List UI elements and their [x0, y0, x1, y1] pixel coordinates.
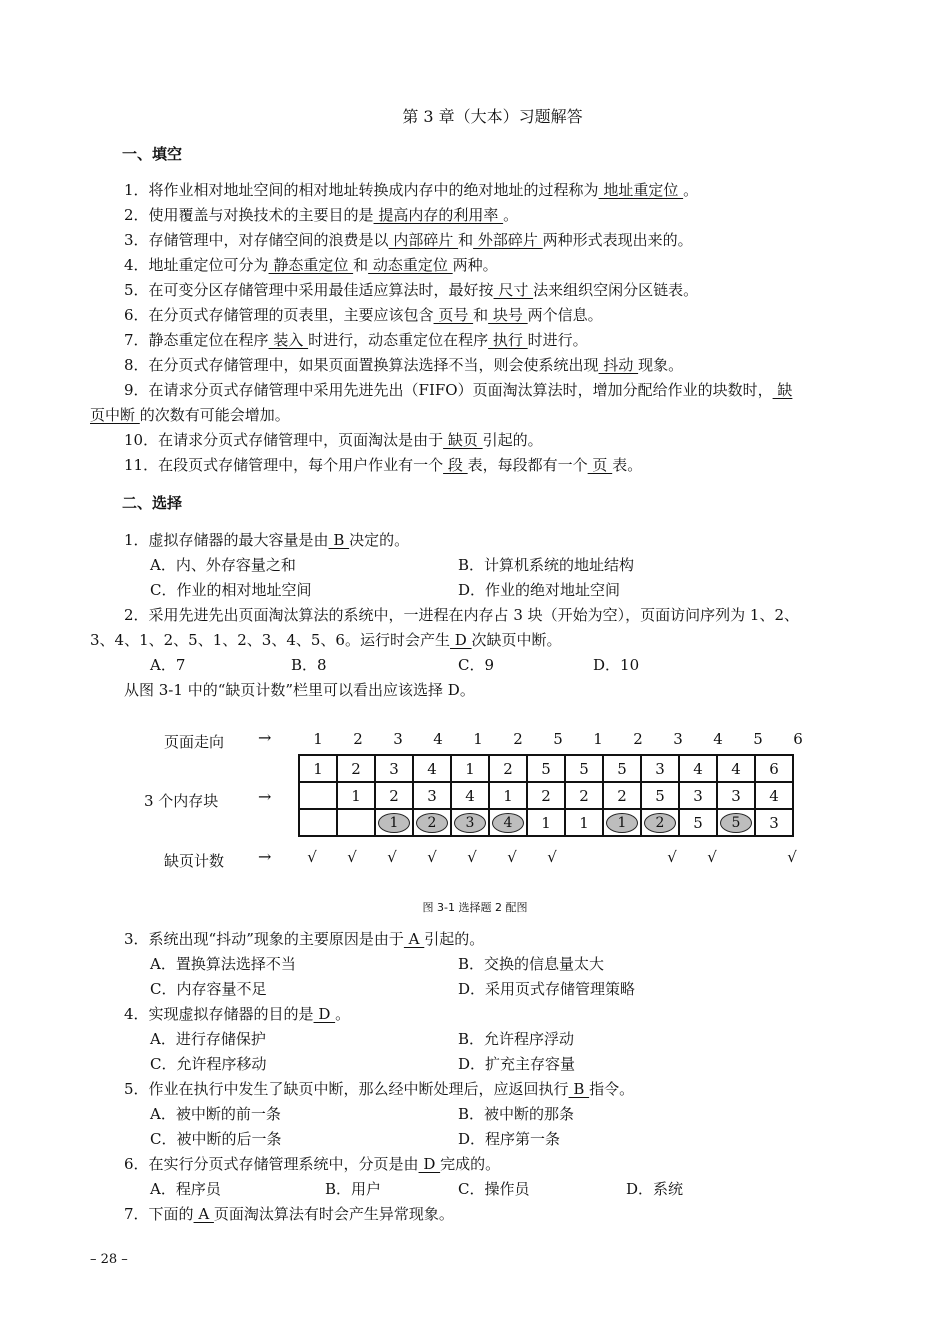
frame-cell [375, 809, 413, 836]
frame-cell: 1 [489, 782, 527, 809]
frame-cell [451, 809, 489, 836]
fill-item-1: 1．将作业相对地址空间的相对地址转换成内存中的绝对地址的过程称为 地址重定位 。 [124, 181, 699, 199]
frame-cell: 3 [413, 782, 451, 809]
figure-caption: 图 3-1 选择题 2 配图 [422, 901, 528, 914]
replaced-page-oval: 1 [378, 813, 410, 833]
choice-q6: 6．在实行分页式存储管理系统中，分页是由 D 完成的。 [124, 1155, 501, 1173]
frame-cell [603, 809, 641, 836]
page-fault-check: √ [787, 848, 797, 866]
frame-cell: 5 [679, 809, 717, 836]
fill-item-11: 11．在段页式存储管理中，每个用户作业有一个 段 表，每段都有一个 页 表。 [124, 456, 643, 474]
page-sequence-value: 4 [433, 730, 443, 748]
row-label-sequence: 页面走向 [164, 733, 225, 751]
page-number: – 28 – [90, 1252, 128, 1267]
q5-option-d: D．程序第一条 [458, 1130, 561, 1148]
frame-cell: 2 [375, 782, 413, 809]
page-sequence-value: 1 [313, 730, 323, 748]
page-sequence-value: 2 [513, 730, 523, 748]
frame-cell [337, 809, 375, 836]
replaced-page-oval: 2 [416, 813, 448, 833]
choice-q2: 2．采用先进先出页面淘汰算法的系统中，一进程在内存占 3 块（开始为空），页面访问序列为 1、2、 [124, 606, 799, 624]
q2-option-c: C．9 [458, 656, 495, 674]
page-sequence-value: 3 [393, 730, 403, 748]
page-fault-check: √ [667, 848, 677, 866]
frame-cell: 3 [717, 782, 755, 809]
q4-option-a: A．进行存储保护 [150, 1030, 266, 1048]
q3-option-d: D．采用页式存储管理策略 [458, 980, 636, 998]
replaced-page-oval: 4 [492, 813, 524, 833]
replaced-page-oval: 1 [606, 813, 638, 833]
arrow-icon: → [258, 728, 272, 747]
page-sequence-value: 4 [713, 730, 723, 748]
frame-cell: 5 [527, 755, 565, 782]
choice-q4: 4．实现虚拟存储器的目的是 D 。 [124, 1005, 351, 1023]
frame-row [299, 755, 793, 782]
frame-cell: 3 [755, 809, 793, 836]
replaced-page-oval: 2 [644, 813, 676, 833]
fill-item-3: 3．存储管理中，对存储空间的浪费是以 内部碎片 和 外部碎片 两种形式表现出来的。 [124, 231, 693, 249]
page-fault-check: √ [547, 848, 557, 866]
fill-item-5: 5．在可变分区存储管理中采用最佳适应算法时，最好按 尺寸 法来组织空闲分区链表。 [124, 281, 699, 299]
fill-item-8: 8．在分页式存储管理中，如果页面置换算法选择不当，则会使系统出现 抖动 现象。 [124, 356, 684, 374]
q6-option-d: D．系统 [626, 1180, 684, 1198]
frame-cell [413, 809, 451, 836]
frame-cell [299, 809, 337, 836]
q3-option-a: A．置换算法选择不当 [150, 955, 296, 973]
frame-cell: 1 [451, 755, 489, 782]
frame-row [299, 809, 793, 836]
q1-option-c: C．作业的相对地址空间 [150, 581, 312, 599]
frame-cell: 1 [299, 755, 337, 782]
q6-option-b: B．用户 [325, 1180, 382, 1198]
q3-option-c: C．内存容量不足 [150, 980, 267, 998]
q4-option-b: B．允许程序浮动 [458, 1030, 575, 1048]
page-sequence-value: 2 [353, 730, 363, 748]
q1-option-a: A．内、外存容量之和 [150, 556, 296, 574]
frame-cell: 4 [755, 782, 793, 809]
q6-option-a: A．程序员 [150, 1180, 221, 1198]
q3-option-b: B．交换的信息量太大 [458, 955, 605, 973]
q2-note: 从图 3-1 中的“缺页计数”栏里可以看出应该选择 D。 [124, 681, 475, 699]
frame-cell: 6 [755, 755, 793, 782]
page-fault-check: √ [347, 848, 357, 866]
frame-cell: 2 [337, 755, 375, 782]
fill-item-10: 10．在请求分页式存储管理中，页面淘汰是由于 缺页 引起的。 [124, 431, 543, 449]
frame-cell: 3 [679, 782, 717, 809]
page-sequence-value: 1 [593, 730, 603, 748]
frame-cell [717, 809, 755, 836]
fill-item-4: 4．地址重定位可分为 静态重定位 和 动态重定位 两种。 [124, 256, 498, 274]
fill-item-9-cont: 页中断 的次数有可能会增加。 [90, 406, 290, 424]
page-sequence-value: 3 [673, 730, 683, 748]
frame-cell: 5 [641, 782, 679, 809]
page-sequence-value: 5 [753, 730, 763, 748]
choice-q2-cont: 3、4、1、2、5、1、2、3、4、5、6。运行时会产生 D 次缺页中断。 [90, 631, 562, 649]
frame-cell: 5 [565, 755, 603, 782]
q5-option-a: A．被中断的前一条 [150, 1105, 281, 1123]
frame-cell: 1 [565, 809, 603, 836]
frame-cell: 5 [603, 755, 641, 782]
q1-option-d: D．作业的绝对地址空间 [458, 581, 621, 599]
page-fault-check: √ [707, 848, 717, 866]
replaced-page-oval: 3 [454, 813, 486, 833]
choice-q7: 7．下面的 A 页面淘汰算法有时会产生异常现象。 [124, 1205, 454, 1223]
frame-cell: 2 [489, 755, 527, 782]
fill-item-2: 2．使用覆盖与对换技术的主要目的是 提高内存的利用率 。 [124, 206, 519, 224]
frame-cell: 4 [717, 755, 755, 782]
row-label-frames: 3 个内存块 [144, 792, 219, 810]
page-sequence-value: 6 [793, 730, 803, 748]
fill-item-7: 7．静态重定位在程序 装入 时进行，动态重定位在程序 执行 时进行。 [124, 331, 588, 349]
frame-cell: 4 [451, 782, 489, 809]
q2-option-a: A．7 [150, 656, 186, 674]
page-sequence-value: 5 [553, 730, 563, 748]
q6-option-c: C．操作员 [458, 1180, 530, 1198]
frame-cell [489, 809, 527, 836]
frame-cell: 1 [527, 809, 565, 836]
frame-cell: 2 [603, 782, 641, 809]
q4-option-c: C．允许程序移动 [150, 1055, 267, 1073]
page-sequence-value: 2 [633, 730, 643, 748]
arrow-icon: → [258, 787, 272, 806]
memory-frames-table [298, 754, 794, 837]
choice-q5: 5．作业在执行中发生了缺页中断，那么经中断处理后，应返回执行 B 指令。 [124, 1080, 635, 1098]
q2-option-d: D．10 [593, 656, 640, 674]
page-fault-check: √ [427, 848, 437, 866]
q5-option-b: B．被中断的那条 [458, 1105, 575, 1123]
frame-cell: 2 [565, 782, 603, 809]
section-heading-choice: 二、选择 [122, 494, 183, 512]
choice-q1: 1．虚拟存储器的最大容量是由 B 决定的。 [124, 531, 410, 549]
fill-item-9: 9．在请求分页式存储管理中采用先进先出（FIFO）页面淘汰算法时，增加分配给作业的块数时， 缺 [124, 381, 793, 399]
frame-cell: 4 [679, 755, 717, 782]
page-fault-check: √ [507, 848, 517, 866]
frame-cell: 2 [527, 782, 565, 809]
frame-row [299, 782, 793, 809]
page-title: 第 3 章（大本）习题解答 [402, 107, 583, 126]
choice-q3: 3．系统出现“抖动”现象的主要原因是由于 A 引起的。 [124, 930, 485, 948]
q1-option-b: B．计算机系统的地址结构 [458, 556, 635, 574]
page-fault-check: √ [307, 848, 317, 866]
page-fault-check: √ [387, 848, 397, 866]
page-fault-check: √ [467, 848, 477, 866]
frame-cell [641, 809, 679, 836]
frame-cell: 4 [413, 755, 451, 782]
frame-cell [299, 782, 337, 809]
frame-cell: 1 [337, 782, 375, 809]
frame-cell: 3 [375, 755, 413, 782]
frame-cell: 3 [641, 755, 679, 782]
fill-item-6: 6．在分页式存储管理的页表里，主要应该包含 页号 和 块号 两个信息。 [124, 306, 603, 324]
q4-option-d: D．扩充主存容量 [458, 1055, 576, 1073]
q5-option-c: C．被中断的后一条 [150, 1130, 282, 1148]
page-sequence-value: 1 [473, 730, 483, 748]
replaced-page-oval: 5 [720, 813, 752, 833]
section-heading-fill: 一、填空 [122, 145, 183, 163]
arrow-icon: → [258, 847, 272, 866]
row-label-faults: 缺页计数 [164, 852, 225, 870]
q2-option-b: B．8 [291, 656, 327, 674]
